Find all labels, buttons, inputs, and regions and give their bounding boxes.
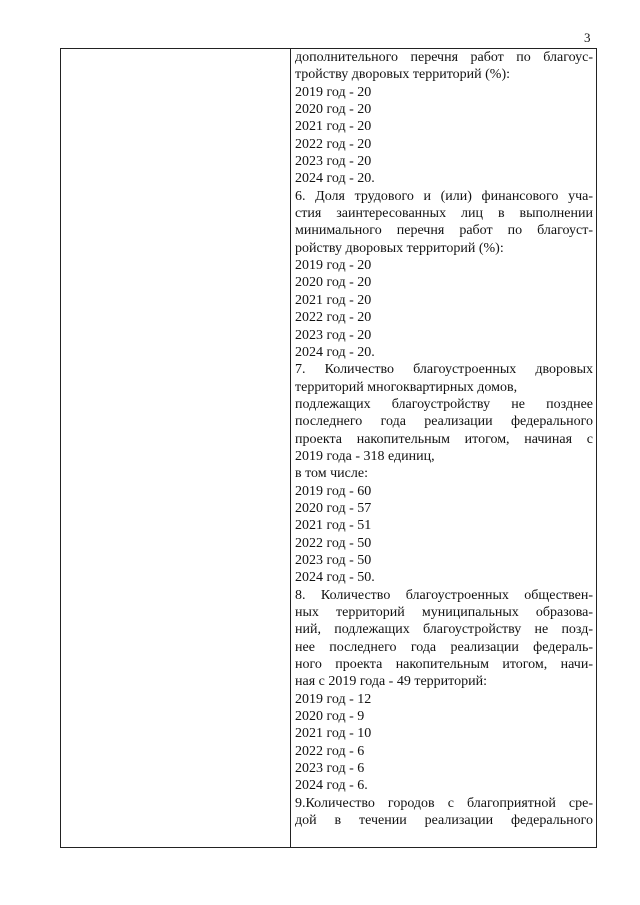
text-line: 7. Количество благоустроенных дворовых <box>295 362 593 378</box>
text-line: 2019 год - 20 <box>295 258 372 274</box>
text-line: 2019 года - 318 единиц, <box>295 448 435 464</box>
text-line: дой в течении реализации федерального <box>295 813 593 829</box>
text-line: 2024 год - 20. <box>295 344 375 360</box>
text-line: территорий многоквартирных домов, <box>295 379 518 395</box>
text-line: ройству дворовых территорий (%): <box>295 240 504 256</box>
text-line: 2019 год - 20 <box>295 84 372 100</box>
text-line: 2020 год - 20 <box>295 275 372 291</box>
text-line: минимального перечня работ по благоуст- <box>295 223 593 239</box>
table-right-column <box>291 49 596 847</box>
text-line: 2021 год - 51 <box>295 518 372 534</box>
text-line: 2022 год - 50 <box>295 535 372 551</box>
text-line: 2022 год - 20 <box>295 136 372 152</box>
text-line: ных территорий муниципальных образова- <box>295 605 593 620</box>
text-line: последнего года реализации федерального <box>295 414 593 430</box>
text-line: 2020 год - 20 <box>295 102 372 118</box>
text-line: ний, подлежащих благоустройству не позд- <box>295 622 593 638</box>
text-line: 2022 год - 6 <box>295 743 365 759</box>
text-line: 8. Количество благоустроенных обществен- <box>295 587 593 603</box>
text-line: 2019 год - 12 <box>295 691 372 707</box>
page-number: 3 <box>584 30 591 45</box>
text-line: дополнительного перечня работ по благоус- <box>295 50 593 65</box>
text-line: 2020 год - 57 <box>295 500 372 516</box>
text-line: 2024 год - 50. <box>295 570 375 586</box>
table-left-column <box>61 49 291 847</box>
text-line: 2024 год - 20. <box>295 171 375 187</box>
text-line: в том числе: <box>295 466 368 482</box>
text-line: ного проекта накопительным итогом, начи- <box>295 657 593 673</box>
text-line: 2019 год - 60 <box>295 483 372 499</box>
indicators-table <box>60 48 597 848</box>
text-line: 2023 год - 6 <box>295 761 365 777</box>
text-line: 2024 год - 6. <box>295 778 368 794</box>
text-line: нее последнего года реализации федераль- <box>295 639 593 655</box>
text-line: подлежащих благоустройству не позднее <box>295 396 593 412</box>
text-line: тройству дворовых территорий (%): <box>295 67 511 83</box>
text-line: 2021 год - 20 <box>295 292 372 308</box>
text-line: 2023 год - 50 <box>295 552 372 568</box>
text-line: 2023 год - 20 <box>295 327 372 343</box>
text-line: 2021 год - 10 <box>295 726 372 742</box>
text-line: ная с 2019 года - 49 территорий: <box>295 674 487 690</box>
text-line: 6. Доля трудового и (или) финансового уча- <box>295 188 593 204</box>
text-line: 9.Количество городов с благоприятной сре- <box>295 795 593 811</box>
text-line: стия заинтересованных лиц в выполнении <box>295 206 593 222</box>
text-line: 2023 год - 20 <box>295 154 372 170</box>
text-line: 2021 год - 20 <box>295 119 372 135</box>
text-line: 2020 год - 9 <box>295 709 365 725</box>
text-line: 2022 год - 20 <box>295 310 372 326</box>
text-line: проекта накопительным итогом, начиная с <box>295 431 593 447</box>
